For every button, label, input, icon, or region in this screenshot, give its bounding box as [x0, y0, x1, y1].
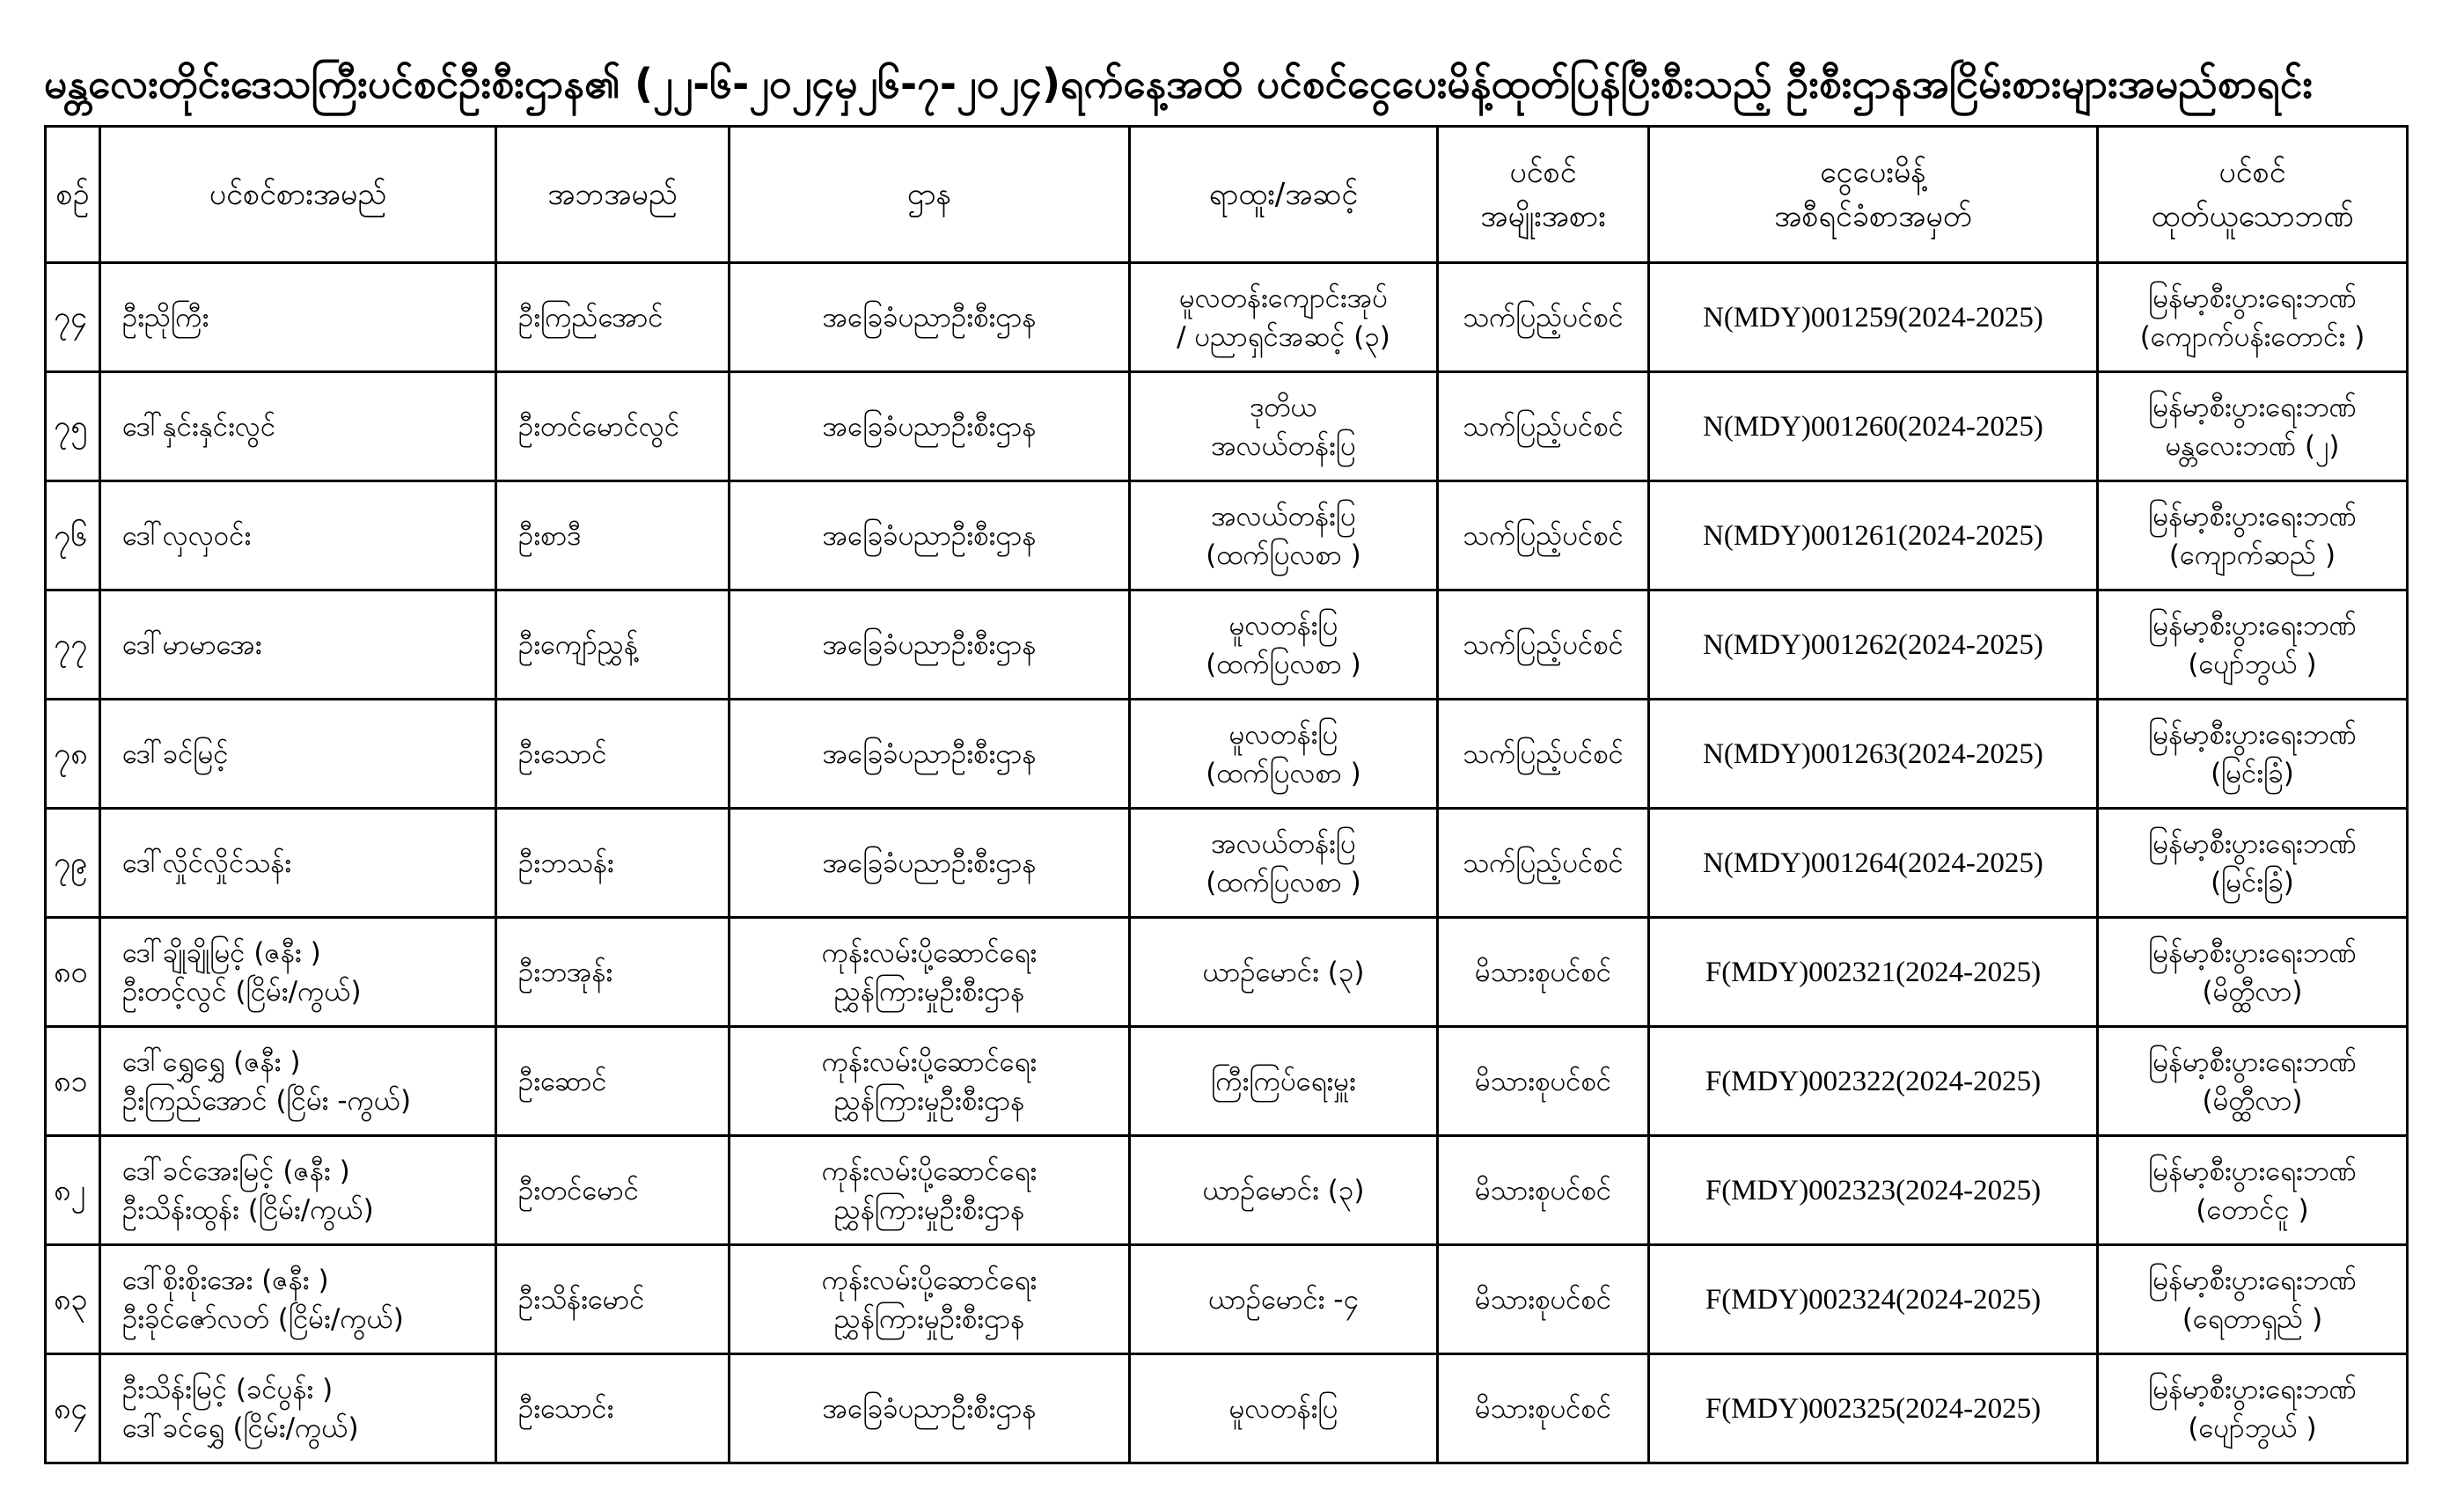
pensioner-name-cell-line: ဦးခိုင်ဇော်လတ် (ငြိမ်း/ကွယ်): [122, 1302, 404, 1335]
header-order-ref-line: ငွေပေးမိန့်: [1820, 155, 1926, 190]
position-cell-line: အလယ်တန်းပြ: [1211, 429, 1356, 462]
bank-cell-line: မြန်မာ့စီးပွားရေးဘဏ်: [2148, 282, 2357, 314]
position-cell: [1130, 263, 1438, 372]
bank-cell-line: (တောင်ငူ ): [2196, 1193, 2309, 1226]
order-ref-cell: F(MDY)002325(2024-2025): [1649, 1354, 2098, 1463]
pension-type-cell: သက်ပြည့်ပင်စင်: [1438, 372, 1649, 481]
father-name-cell: ဦးသောင်း: [496, 1354, 730, 1463]
pensioner-name-cell-line: ဦးညိုကြီး: [122, 301, 209, 334]
header-bank-line: ထုတ်ယူသောဘဏ်: [2151, 199, 2354, 234]
department-cell-line: အခြေခံပညာဦးစီးဌာန: [822, 737, 1037, 770]
department-cell: [730, 590, 1130, 700]
row-number: ၇၄: [46, 263, 100, 372]
bank-cell: [2098, 1136, 2408, 1245]
header-pension-type-line: အမျိုးအစား: [1480, 199, 1606, 234]
pensioner-name-cell-line: ဒေါ်ခင်ရွှေ (ငြိမ်း/ကွယ်): [122, 1412, 359, 1444]
pension-type-cell: မိသားစုပင်စင်: [1438, 1245, 1649, 1354]
position-cell-line: အလယ်တန်းပြ: [1211, 500, 1356, 532]
table-row: [46, 1354, 2408, 1463]
position-cell-line: ယာဉ်မောင်း (၃): [1202, 1174, 1365, 1206]
position-cell: [1130, 1027, 1438, 1136]
bank-cell: [2098, 809, 2408, 918]
bank-cell: [2098, 481, 2408, 590]
bank-cell: [2098, 590, 2408, 700]
row-number: ၈၄: [46, 1354, 100, 1463]
header-bank: [2098, 127, 2408, 263]
department-cell-line: အခြေခံပညာဦးစီးဌာန: [822, 410, 1037, 443]
row-number: ၇၈: [46, 700, 100, 809]
position-cell: [1130, 1354, 1438, 1463]
bank-cell-line: မြန်မာ့စီးပွားရေးဘဏ်: [2148, 500, 2357, 532]
bank-cell-line: မြန်မာ့စီးပွားရေးဘဏ်: [2148, 1045, 2357, 1078]
pensioner-name-cell-line: ဦးသိန်းထွန်း (ငြိမ်း/ကွယ်): [122, 1193, 374, 1226]
pension-type-cell: သက်ပြည့်ပင်စင်: [1438, 263, 1649, 372]
order-ref-cell: N(MDY)001262(2024-2025): [1649, 590, 2098, 700]
department-cell-line: အခြေခံပညာဦးစီးဌာန: [822, 1392, 1037, 1425]
position-cell: [1130, 481, 1438, 590]
position-cell-line: (ထက်ပြလစာ ): [1206, 648, 1361, 680]
row-number: ၈၃: [46, 1245, 100, 1354]
bank-cell: [2098, 263, 2408, 372]
position-cell: [1130, 918, 1438, 1027]
row-number: ၈၂: [46, 1136, 100, 1245]
bank-cell-line: (ရေတာရှည် ): [2182, 1302, 2323, 1335]
department-cell-line: အခြေခံပညာဦးစီးဌာန: [822, 519, 1037, 552]
bank-cell-line: မန္တလေးဘဏ် (၂): [2165, 429, 2340, 462]
document-title: မန္တလေးတိုင်းဒေသကြီးပင်စင်ဦးစီးဌာန၏ (၂၂-၆-၂၀၂၄မှ၂၆-၇-၂၀၂၄)ရက်နေ့အထိ ပင်စင်ငွေပေးမိန့်ထုတ်ပြန်ပြီးစီးသည့် ဦးစီးဌာနအငြိမ်းစားများအမည်စာရင်း: [44, 60, 2314, 107]
bank-cell: [2098, 1027, 2408, 1136]
department-cell: [730, 1136, 1130, 1245]
bank-cell-line: (ကျောက်ပန်းတောင်း ): [2139, 320, 2365, 353]
table-row: [46, 809, 2408, 918]
department-cell: [730, 809, 1130, 918]
row-number: ၇၅: [46, 372, 100, 481]
order-ref-cell: N(MDY)001261(2024-2025): [1649, 481, 2098, 590]
row-number: ၇၇: [46, 590, 100, 700]
position-cell-line: မူလတန်းကျောင်းအုပ်: [1179, 282, 1388, 314]
header-bank-line: ပင်စင်: [2218, 155, 2286, 190]
pensioner-name-cell-line: ဒေါ်လှလှဝင်း: [122, 519, 252, 552]
father-name-cell: ဦးတင်မောင်: [496, 1136, 730, 1245]
pensioner-name-cell-line: ဦးတင့်လွင် (ငြိမ်း/ကွယ်): [122, 975, 362, 1008]
position-cell: [1130, 1136, 1438, 1245]
department-cell-line: ညွှန်ကြားမှုဦးစီးဌာန: [833, 1084, 1025, 1117]
pensioner-name-cell: [100, 809, 496, 918]
header-row: [46, 127, 2408, 263]
bank-cell: [2098, 918, 2408, 1027]
pensioner-name-cell: [100, 1027, 496, 1136]
father-name-cell: ဦးကြည်အောင်: [496, 263, 730, 372]
header-department: ဌာန: [730, 127, 1130, 263]
table-body: [46, 263, 2408, 1463]
pensioner-name-cell-line: ဒေါ်ချိုချိုမြင့် (ဇနီး ): [122, 936, 321, 969]
table-row: [46, 918, 2408, 1027]
department-cell: [730, 372, 1130, 481]
father-name-cell: ဦးဘသန်း: [496, 809, 730, 918]
father-name-cell: ဦးသောင်: [496, 700, 730, 809]
table-row: [46, 700, 2408, 809]
bank-cell-line: (မိတ္ထီလာ): [2202, 1084, 2303, 1117]
department-cell-line: ညွှန်ကြားမှုဦးစီးဌာန: [833, 975, 1025, 1008]
department-cell-line: ညွှန်ကြားမှုဦးစီးဌာန: [833, 1302, 1025, 1335]
position-cell-line: မူလတန်းပြ: [1228, 1392, 1338, 1425]
father-name-cell: ဦးစာဒီ: [496, 481, 730, 590]
header-no: စဉ်: [46, 127, 100, 263]
pension-type-cell: သက်ပြည့်ပင်စင်: [1438, 481, 1649, 590]
bank-cell-line: မြန်မာ့စီးပွားရေးဘဏ်: [2148, 1373, 2357, 1405]
header-pension-type: [1438, 127, 1649, 263]
header-order-ref: [1649, 127, 2098, 263]
table-row: [46, 1027, 2408, 1136]
bank-cell: [2098, 700, 2408, 809]
bank-cell-line: မြန်မာ့စီးပွားရေးဘဏ်: [2148, 391, 2357, 423]
pension-type-cell: သက်ပြည့်ပင်စင်: [1438, 809, 1649, 918]
bank-cell-line: (မြင်းခြံ): [2211, 757, 2294, 789]
bank-cell-line: မြန်မာ့စီးပွားရေးဘဏ်: [2148, 718, 2357, 751]
header-order-ref-line: အစီရင်ခံစာအမှတ်: [1774, 199, 1972, 234]
position-cell-line: (ထက်ပြလစာ ): [1206, 757, 1361, 789]
department-cell-line: ကုန်းလမ်းပို့ဆောင်ရေး: [821, 1045, 1038, 1078]
father-name-cell: ဦးကျော်ညွှန့်: [496, 590, 730, 700]
department-cell: [730, 481, 1130, 590]
pensioner-name-cell: [100, 1136, 496, 1245]
pension-type-cell: မိသားစုပင်စင်: [1438, 1027, 1649, 1136]
bank-cell: [2098, 1245, 2408, 1354]
pensioner-name-cell-line: ဒေါ်မာမာအေး: [122, 628, 262, 661]
pension-table: [44, 125, 2409, 1464]
pensioner-name-cell: [100, 700, 496, 809]
position-cell: [1130, 809, 1438, 918]
bank-cell-line: (မြင်းခြံ): [2211, 866, 2294, 898]
position-cell: [1130, 1245, 1438, 1354]
pension-type-cell: သက်ပြည့်ပင်စင်: [1438, 700, 1649, 809]
bank-cell-line: မြန်မာ့စီးပွားရေးဘဏ်: [2148, 827, 2357, 860]
table-row: [46, 590, 2408, 700]
pensioner-name-cell-line: ဒေါ်လှိုင်လှိုင်သန်း: [122, 847, 292, 879]
father-name-cell: ဦးဘအုန်း: [496, 918, 730, 1027]
header-pensioner-name: ပင်စင်စားအမည်: [100, 127, 496, 263]
table-row: [46, 372, 2408, 481]
order-ref-cell: N(MDY)001264(2024-2025): [1649, 809, 2098, 918]
row-number: ၇၉: [46, 809, 100, 918]
pension-type-cell: မိသားစုပင်စင်: [1438, 918, 1649, 1027]
order-ref-cell: N(MDY)001263(2024-2025): [1649, 700, 2098, 809]
position-cell-line: ယာဉ်မောင်း -၄: [1208, 1283, 1359, 1316]
table-row: [46, 481, 2408, 590]
bank-cell-line: (မိတ္ထီလာ): [2202, 975, 2303, 1008]
row-number: ၈၁: [46, 1027, 100, 1136]
bank-cell: [2098, 1354, 2408, 1463]
bank-cell-line: (ကျောက်ဆည် ): [2168, 539, 2336, 571]
position-cell: [1130, 590, 1438, 700]
father-name-cell: ဦးတင်မောင်လွင်: [496, 372, 730, 481]
order-ref-cell: N(MDY)001260(2024-2025): [1649, 372, 2098, 481]
pensioner-name-cell: [100, 918, 496, 1027]
position-cell-line: ကြီးကြပ်ရေးမှူး: [1211, 1065, 1356, 1097]
bank-cell-line: (ပျော်ဘွယ် ): [2188, 1412, 2317, 1444]
header-pension-type-line: ပင်စင်: [1509, 155, 1577, 190]
department-cell: [730, 1245, 1130, 1354]
header-position: ရာထူး/အဆင့်: [1130, 127, 1438, 263]
department-cell-line: ကုန်းလမ်းပို့ဆောင်ရေး: [821, 1264, 1038, 1296]
pensioner-name-cell-line: ဦးသိန်းမြင့် (ခင်ပွန်း ): [122, 1373, 334, 1405]
department-cell: [730, 1027, 1130, 1136]
bank-cell-line: မြန်မာ့စီးပွားရေးဘဏ်: [2148, 609, 2357, 642]
pensioner-name-cell-line: ဦးကြည်အောင် (ငြိမ်း -ကွယ်): [122, 1084, 412, 1117]
position-cell: [1130, 372, 1438, 481]
department-cell-line: ကုန်းလမ်းပို့ဆောင်ရေး: [821, 1155, 1038, 1187]
table-row: [46, 263, 2408, 372]
header-father-name: အဘအမည်: [496, 127, 730, 263]
position-cell-line: မူလတန်းပြ: [1228, 609, 1338, 642]
position-cell-line: ယာဉ်မောင်း (၃): [1202, 956, 1365, 988]
row-number: ၈၀: [46, 918, 100, 1027]
order-ref-cell: N(MDY)001259(2024-2025): [1649, 263, 2098, 372]
department-cell-line: အခြေခံပညာဦးစီးဌာန: [822, 847, 1037, 879]
position-cell: [1130, 700, 1438, 809]
table-row: [46, 1136, 2408, 1245]
pensioner-name-cell: [100, 1245, 496, 1354]
order-ref-cell: F(MDY)002323(2024-2025): [1649, 1136, 2098, 1245]
position-cell-line: (ထက်ပြလစာ ): [1206, 539, 1361, 571]
department-cell-line: ညွှန်ကြားမှုဦးစီးဌာန: [833, 1193, 1025, 1226]
row-number: ၇၆: [46, 481, 100, 590]
pensioner-name-cell: [100, 263, 496, 372]
table-row: [46, 1245, 2408, 1354]
pensioner-name-cell: [100, 590, 496, 700]
father-name-cell: ဦးဆောင်: [496, 1027, 730, 1136]
pension-type-cell: မိသားစုပင်စင်: [1438, 1136, 1649, 1245]
pension-type-cell: မိသားစုပင်စင်: [1438, 1354, 1649, 1463]
position-cell-line: မူလတန်းပြ: [1228, 718, 1338, 751]
department-cell: [730, 263, 1130, 372]
department-cell-line: အခြေခံပညာဦးစီးဌာန: [822, 301, 1037, 334]
father-name-cell: ဦးသိန်းမောင်: [496, 1245, 730, 1354]
pensioner-name-cell-line: ဒေါ်နှင်းနှင်းလွင်: [122, 410, 276, 443]
position-cell-line: / ပညာရှင်အဆင့် (၃): [1177, 320, 1390, 353]
order-ref-cell: F(MDY)002321(2024-2025): [1649, 918, 2098, 1027]
position-cell-line: ဒုတိယ: [1250, 391, 1317, 423]
position-cell-line: အလယ်တန်းပြ: [1211, 827, 1356, 860]
position-cell-line: (ထက်ပြလစာ ): [1206, 866, 1361, 898]
bank-cell-line: မြန်မာ့စီးပွားရေးဘဏ်: [2148, 1264, 2357, 1296]
pensioner-name-cell: [100, 1354, 496, 1463]
order-ref-cell: F(MDY)002322(2024-2025): [1649, 1027, 2098, 1136]
bank-cell-line: မြန်မာ့စီးပွားရေးဘဏ်: [2148, 936, 2357, 969]
order-ref-cell: F(MDY)002324(2024-2025): [1649, 1245, 2098, 1354]
pensioner-name-cell: [100, 372, 496, 481]
pensioner-name-cell-line: ဒေါ်ရွှေရွှေ (ဇနီး ): [122, 1045, 301, 1078]
pensioner-name-cell-line: ဒေါ်ခင်အေးမြင့် (ဇနီး ): [122, 1155, 350, 1187]
pensioner-name-cell-line: ဒေါ်ခင်မြင့်: [122, 737, 229, 770]
bank-cell-line: မြန်မာ့စီးပွားရေးဘဏ်: [2148, 1155, 2357, 1187]
pensioner-name-cell-line: ဒေါ်စိုးစိုးအေး (ဇနီး ): [122, 1264, 329, 1296]
department-cell: [730, 1354, 1130, 1463]
pensioner-name-cell: [100, 481, 496, 590]
pension-type-cell: သက်ပြည့်ပင်စင်: [1438, 590, 1649, 700]
department-cell: [730, 918, 1130, 1027]
department-cell-line: ကုန်းလမ်းပို့ဆောင်ရေး: [821, 936, 1038, 969]
bank-cell-line: (ပျော်ဘွယ် ): [2188, 648, 2317, 680]
bank-cell: [2098, 372, 2408, 481]
department-cell: [730, 700, 1130, 809]
department-cell-line: အခြေခံပညာဦးစီးဌာန: [822, 628, 1037, 661]
